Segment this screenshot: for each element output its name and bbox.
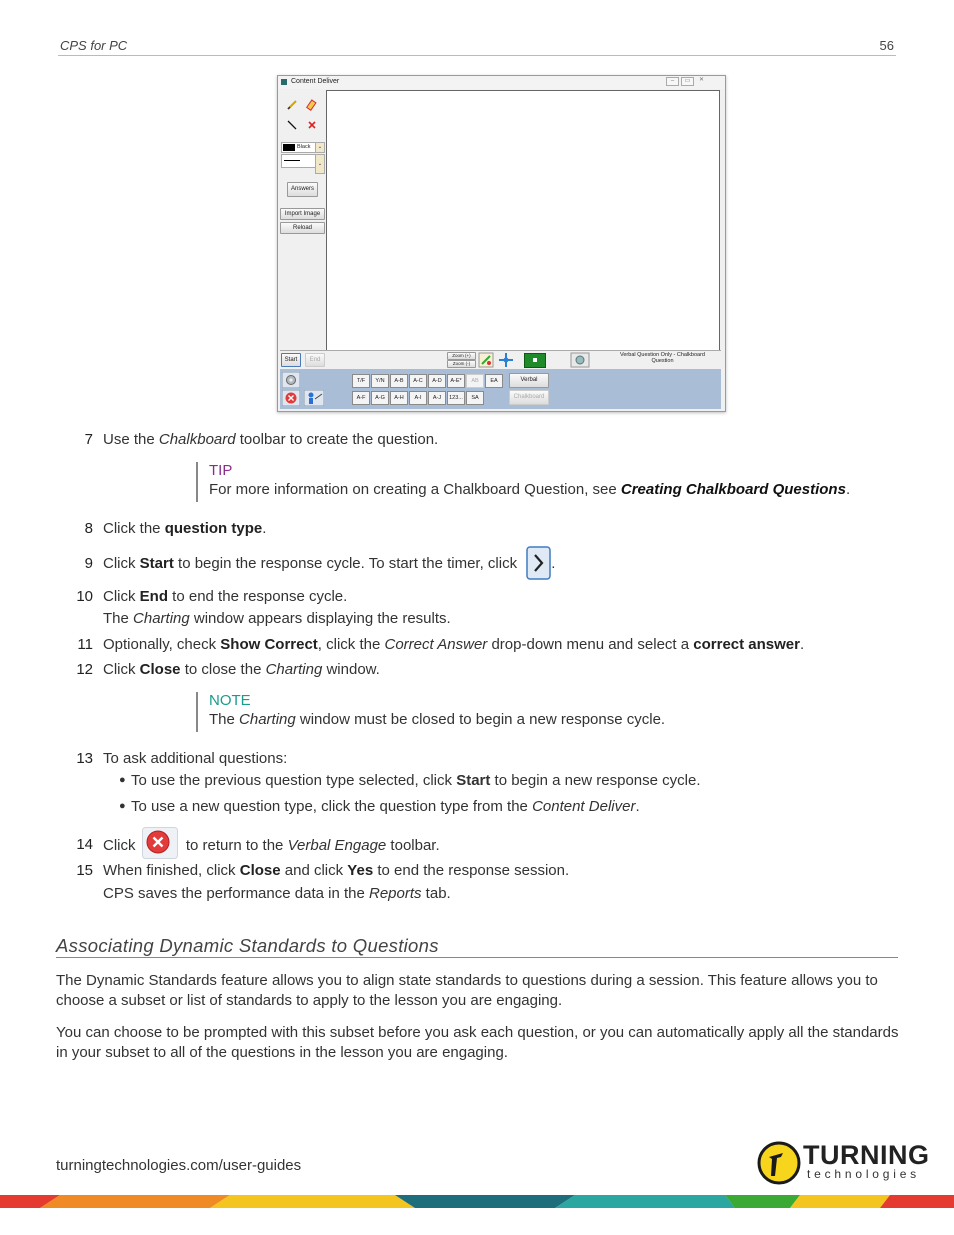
step-number: 12	[76, 661, 93, 678]
line-tool-icon[interactable]	[286, 119, 298, 131]
question-type-button[interactable]: A-D	[428, 374, 446, 388]
section-paragraph-2: You can choose to be prompted with this subset before you ask each question, or you can automatically apply all the standards in your subset to all of the questions in the lesson you are engaging.	[56, 1024, 899, 1061]
step-11-text: Optionally, check Show Correct, click the Correct Answer drop-down menu and select a correct answer.	[103, 636, 805, 653]
verbal-button[interactable]: Verbal	[509, 373, 549, 388]
zoom-in-button[interactable]: Zoom (+)	[447, 352, 476, 360]
step-number: 9	[84, 555, 93, 572]
logo-emblem-icon	[757, 1141, 801, 1185]
window-icon	[281, 79, 287, 85]
question-type-button[interactable]: AB	[466, 374, 484, 388]
step-number: 14	[76, 836, 93, 853]
line-width-dropdown-icon[interactable]: ⌄	[315, 154, 325, 174]
step-9-text: Click Start to begin the response cycle. To start the timer, click .	[103, 555, 556, 572]
note-text: The Charting window must be closed to begin a new response cycle.	[209, 711, 666, 728]
timer-button[interactable]	[524, 353, 546, 368]
section-heading: Associating Dynamic Standards to Questions	[56, 935, 439, 956]
tip-label: TIP	[209, 462, 233, 479]
page-number: 56	[879, 38, 894, 53]
delete-icon[interactable]	[306, 119, 318, 131]
step-15-text: When finished, click Close and click Yes to end the response session.	[103, 862, 570, 879]
step-number: 10	[76, 588, 93, 605]
step-7-text: Use the Chalkboard toolbar to create the question.	[103, 431, 439, 448]
answers-button[interactable]: Answers	[287, 182, 318, 197]
pencil-icon[interactable]	[286, 99, 298, 111]
start-button[interactable]: Start	[281, 353, 301, 367]
window-titlebar	[278, 76, 725, 89]
question-type-button[interactable]: SA	[466, 391, 484, 405]
step-12-text: Click Close to close the Charting window.	[103, 661, 380, 678]
move-tool-icon[interactable]	[498, 352, 514, 368]
question-type-button[interactable]: A-C	[409, 374, 427, 388]
chalkboard-button[interactable]: Chalkboard	[509, 390, 549, 405]
logo-wordmark: TURNING	[803, 1140, 930, 1170]
step-8-text: Click the question type.	[103, 520, 267, 537]
eraser-icon[interactable]	[306, 99, 318, 111]
question-type-button[interactable]: A-H	[390, 391, 408, 405]
note-label: NOTE	[209, 692, 251, 709]
verbal-engage-toolbar	[280, 369, 721, 409]
close-red-icon	[142, 827, 178, 859]
tip-callout	[196, 462, 850, 502]
chalkboard-toolbar	[280, 90, 324, 352]
question-type-button[interactable]: A-F	[352, 391, 370, 405]
content-deliver-screenshot	[277, 75, 726, 412]
step-10-result: The Charting window appears displaying the results.	[103, 610, 451, 627]
note-callout	[196, 692, 665, 732]
question-type-button[interactable]: A-J	[428, 391, 446, 405]
window-title: Content Deliver	[291, 78, 340, 85]
bullet-item: ● To use the previous question type selected, click Start to begin a new response cycle.	[119, 772, 701, 789]
section-rule	[56, 957, 898, 958]
color-dropdown-icon[interactable]: ⌄	[315, 142, 325, 153]
tip-text: For more information on creating a Chalkboard Question, see Creating Chalkboard Questions.	[209, 481, 851, 498]
line-width-sample	[284, 160, 300, 161]
question-type-button[interactable]: T/F	[352, 374, 370, 388]
step-15-result: CPS saves the performance data in the Reports tab.	[103, 885, 451, 902]
verbal-status-text: Verbal Question Only - Chalkboard Question	[620, 352, 705, 364]
control-bar	[280, 350, 721, 369]
logo-subtext: technologies	[807, 1167, 920, 1181]
chalkboard-canvas[interactable]	[326, 90, 720, 351]
step-number: 7	[84, 431, 93, 448]
settings-tool-icon[interactable]	[570, 352, 590, 368]
presenter-icon[interactable]	[304, 390, 324, 406]
end-button[interactable]: End	[305, 353, 325, 367]
minimize-icon[interactable]: –	[666, 77, 679, 86]
question-type-button[interactable]: A-B	[390, 374, 408, 388]
question-type-button[interactable]: EA	[485, 374, 503, 388]
header-rule	[58, 55, 896, 56]
section-paragraph-1: The Dynamic Standards feature allows you to align state standards to questions during a session. This feature allows you to choose a subset or list of standards to apply to the lesson you are engaging.	[56, 972, 878, 1009]
bullet-item: ● To use a new question type, click the question type from the Content Deliver.	[119, 798, 640, 815]
step-10-text: Click End to end the response cycle.	[103, 588, 348, 605]
step-number: 8	[84, 520, 93, 537]
line-width-select[interactable]	[281, 154, 316, 168]
color-swatch	[283, 144, 295, 151]
question-type-button[interactable]: A-E*	[447, 374, 465, 388]
question-type-button[interactable]: A-I	[409, 391, 427, 405]
close-red-icon[interactable]	[282, 390, 300, 406]
chevron-right-icon	[526, 546, 551, 580]
question-type-button[interactable]: 123...	[447, 391, 465, 405]
question-type-button[interactable]: A-G	[371, 391, 389, 405]
gear-icon[interactable]	[282, 372, 300, 388]
close-window-icon[interactable]: ✕	[698, 77, 705, 83]
chart-tool-icon[interactable]	[478, 352, 494, 368]
maximize-icon[interactable]: ▭	[681, 77, 694, 86]
import-image-button[interactable]: Import Image	[280, 208, 325, 220]
color-label: Black	[297, 144, 311, 150]
footer-color-stripe	[0, 1195, 954, 1208]
running-header-title: CPS for PC	[60, 38, 128, 53]
step-number: 13	[76, 750, 93, 767]
footer-url[interactable]: turningtechnologies.com/user-guides	[56, 1157, 302, 1174]
step-number: 15	[76, 862, 93, 879]
step-number: 11	[77, 636, 93, 653]
color-select[interactable]	[281, 142, 316, 153]
creating-chalkboard-questions-link[interactable]: Creating Chalkboard Questions	[620, 481, 846, 498]
zoom-out-button[interactable]: Zoom (-)	[447, 360, 476, 368]
question-type-button[interactable]: Y/N	[371, 374, 389, 388]
reload-button[interactable]: Reload	[280, 222, 325, 234]
turning-technologies-logo	[757, 1141, 932, 1187]
step-14-text: Click to return to the Verbal Engage toolbar.	[103, 837, 440, 854]
step-13-text: To ask additional questions:	[103, 750, 288, 767]
